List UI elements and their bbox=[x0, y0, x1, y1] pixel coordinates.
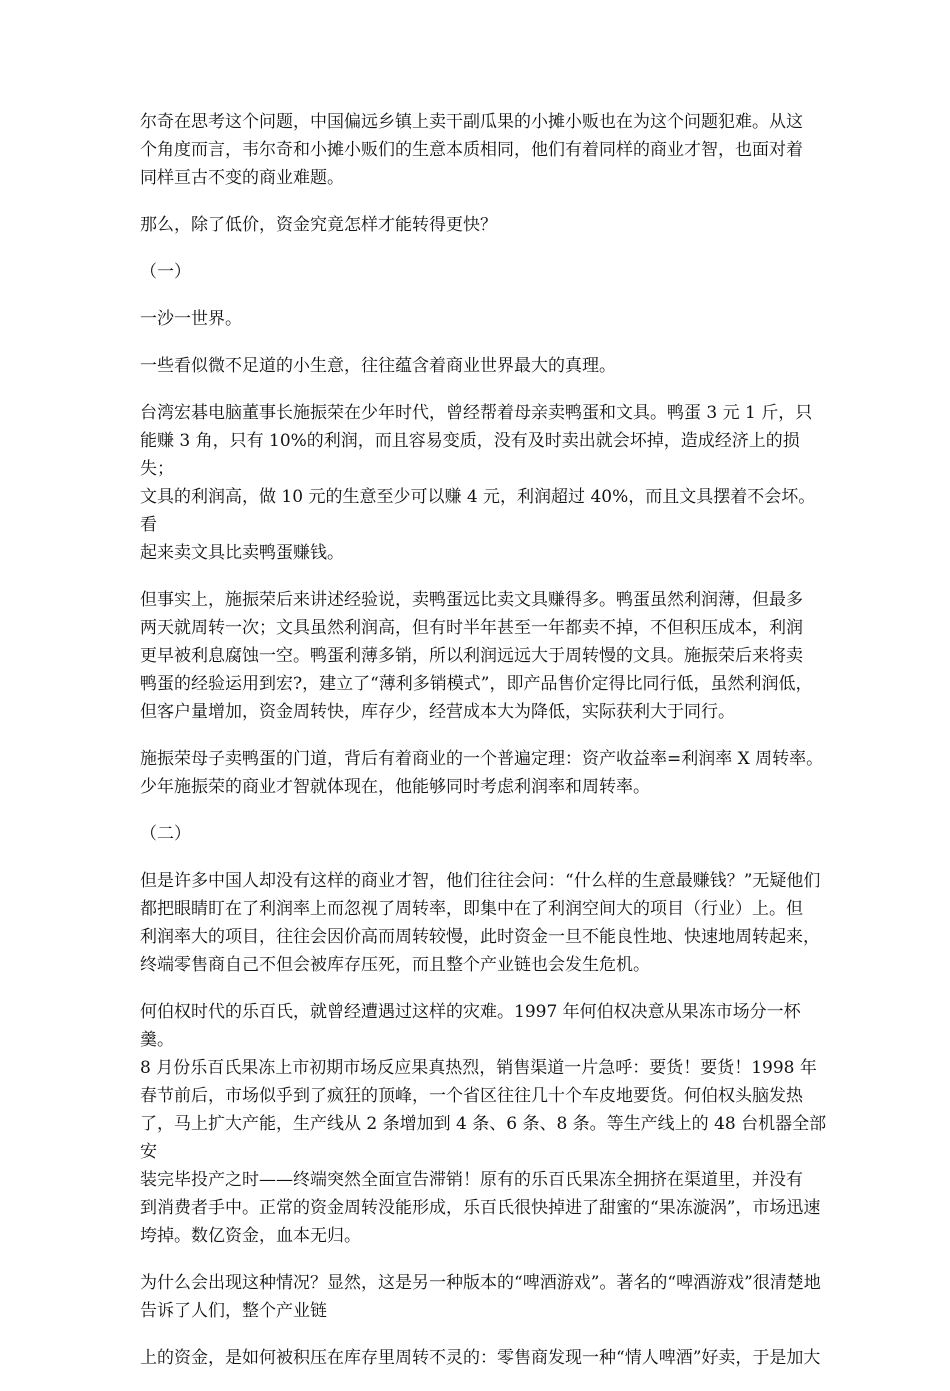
document-body bbox=[140, 108, 830, 1391]
paragraph-sand-world: 一沙一世界。 bbox=[140, 309, 242, 329]
paragraph-beer-game: 为什么会出现这种情况？显然，这是另一种版本的“啤酒游戏”。著名的“啤酒游戏”很清楚地 告诉了人们，整个产业链 bbox=[140, 1273, 821, 1321]
paragraph-turnover-experience: 但事实上，施振荣后来讲述经验说，卖鸭蛋远比卖文具赚得多。鸭蛋虽然利润薄，但最多 两天就周转一次；文具虽然利润高，但有时半年甚至一年都卖不掉，不但积压成本，利润 更早被利息腐蚀一空。鸭蛋利薄多销，所以利润远远大于周转慢的文具。施振荣后来将卖 鸭蛋的经验运用到宏?，建立了“薄利多销模式”，即产品售价定得比同行低，虽然利润低， 但客户量增加，资金周转快，库存少，经营成本大为降低，实际获利大于同行。 bbox=[140, 590, 813, 722]
section-heading-one: （一） bbox=[140, 262, 191, 282]
paragraph-inventory-capital: 上的资金，是如何被积压在库存里周转不灵的：零售商发现一种“情人啤酒”好卖，于是加大 bbox=[140, 1348, 821, 1368]
paragraph-intro: 尔奇在思考这个问题，中国偏远乡镇上卖干副瓜果的小摊小贩也在为这个问题犯难。从这 个角度而言，韦尔奇和小摊小贩们的生意本质相同，他们有着同样的商业才智，也面对着 同样亘古不变的商业难题。 bbox=[140, 112, 803, 188]
paragraph-robust-jelly: 何伯权时代的乐百氏，就曾经遭遇过这样的灾难。1997 年何伯权决意从果冻市场分一杯羹。 8 月份乐百氏果冻上市初期市场反应果真热烈，销售渠道一片急呼：要货！要货！1998 年 春节前后，市场似乎到了疯狂的顶峰，一个省区往往几十个车皮地要货。何伯权头脑发热 了，马上扩大产能，生产线从 2 条增加到 4 条、6 条、8 条。等生产线上的 48 台机器全部安 装完毕投产之时——终端突然全面宣告滞销！原有的乐百氏果冻全拥挤在渠道里，并没有 到消费者手中。正常的资金周转没能形成，乐百氏很快掉进了甜蜜的“果冻漩涡”，市场迅速 垮掉。数亿资金，血本无归。 bbox=[140, 1002, 827, 1246]
paragraph-acer-duck-eggs: 台湾宏碁电脑董事长施振荣在少年时代，曾经帮着母亲卖鸭蛋和文具。鸭蛋 3 元 1 斤，只 能赚 3 角，只有 10%的利润，而且容易变质，没有及时卖出就会坏掉，造成经济上的损失； 文具的利润高，做 10 元的生意至少可以赚 4 元，利润超过 40%，而且文具摆着不会坏。看 起来卖文具比卖鸭蛋赚钱。 bbox=[140, 403, 816, 563]
paragraph-question: 那么，除了低价，资金究竟怎样才能转得更快？ bbox=[140, 215, 497, 235]
paragraph-profit-focus: 但是许多中国人却没有这样的商业才智，他们往往会问：“什么样的生意最赚钱？”无疑他们 都把眼睛盯在了利润率上而忽视了周转率，即集中在了利润空间大的项目（行业）上。但 利润率大的项目，往往会因价高而周转较慢，此时资金一旦不能良性地、快速地周转起来， 终端零售商自己不但会被库存压死，而且整个产业链也会发生危机。 bbox=[140, 871, 821, 975]
paragraph-small-business: 一些看似微不足道的小生意，往往蕴含着商业世界最大的真理。 bbox=[140, 356, 616, 376]
section-heading-two: （二） bbox=[140, 824, 191, 844]
paragraph-roa-formula: 施振荣母子卖鸭蛋的门道，背后有着商业的一个普遍定理：资产收益率=利润率 X 周转率。 少年施振荣的商业才智就体现在，他能够同时考虑利润率和周转率。 bbox=[140, 749, 824, 797]
